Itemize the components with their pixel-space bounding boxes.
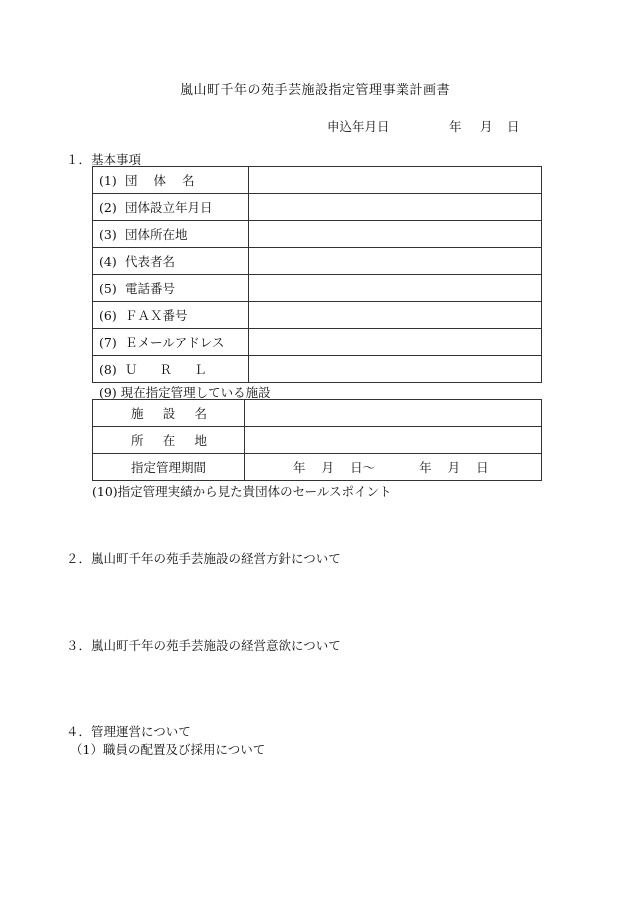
facility-name-field[interactable] bbox=[245, 400, 542, 427]
period-year-2: 年 bbox=[419, 460, 432, 475]
section-2-heading: ２．嵐山町千年の苑手芸施設の経営方針について bbox=[66, 551, 341, 566]
field-label: (8) Ｕ Ｒ Ｌ bbox=[93, 356, 249, 383]
field-label: (1) 団 体 名 bbox=[93, 167, 249, 194]
table-row bbox=[93, 454, 542, 481]
field-label: (4) 代表者名 bbox=[93, 248, 249, 275]
section-4-heading: ４．管理運営について bbox=[66, 724, 191, 739]
table-row bbox=[93, 400, 542, 427]
table-row bbox=[93, 167, 542, 194]
management-period-field[interactable] bbox=[245, 454, 542, 481]
document-title: 嵐山町千年の苑手芸施設指定管理事業計画書 bbox=[179, 83, 450, 98]
period-year-1: 年 bbox=[293, 460, 306, 475]
date-day: 日 bbox=[507, 119, 520, 134]
table-row bbox=[93, 356, 542, 383]
application-date bbox=[327, 117, 520, 135]
organization-address-field[interactable] bbox=[249, 221, 542, 248]
table-row bbox=[93, 194, 542, 221]
section-3-heading: ３．嵐山町千年の苑手芸施設の経営意欲について bbox=[66, 638, 341, 653]
table-row bbox=[93, 302, 542, 329]
table-row bbox=[93, 221, 542, 248]
period-day-1: 日～ bbox=[350, 460, 376, 475]
item-9-label: (9) 現在指定管理している施設 bbox=[99, 385, 271, 400]
period-day-2: 日 bbox=[476, 460, 489, 475]
basic-info-table bbox=[92, 166, 542, 383]
table-row bbox=[93, 427, 542, 454]
period-month-2: 月 bbox=[447, 460, 461, 475]
section-1-heading: １．基本事項 bbox=[66, 152, 142, 167]
phone-number-field[interactable] bbox=[249, 275, 542, 302]
table-row bbox=[93, 329, 542, 356]
organization-name-field[interactable] bbox=[249, 167, 542, 194]
table-row bbox=[93, 275, 542, 302]
field-label: (2) 団体設立年月日 bbox=[93, 194, 249, 221]
section-4-item-1: （1）職員の配置及び採用について bbox=[70, 742, 266, 757]
date-month: 月 bbox=[480, 119, 493, 134]
field-label: 施 設 名 bbox=[93, 400, 245, 427]
field-label: 所 在 地 bbox=[93, 427, 245, 454]
facility-table bbox=[92, 399, 542, 481]
representative-name-field[interactable] bbox=[249, 248, 542, 275]
establishment-date-field[interactable] bbox=[249, 194, 542, 221]
table-row bbox=[93, 248, 542, 275]
facility-address-field[interactable] bbox=[245, 427, 542, 454]
date-year: 年 bbox=[449, 119, 462, 134]
field-label: 指定管理期間 bbox=[93, 454, 245, 481]
application-date-label: 申込年月日 bbox=[327, 119, 390, 134]
url-field[interactable] bbox=[249, 356, 542, 383]
item-10-label: (10)指定管理実績から見た貴団体のセールスポイント bbox=[92, 484, 392, 499]
fax-number-field[interactable] bbox=[249, 302, 542, 329]
field-label: (5) 電話番号 bbox=[93, 275, 249, 302]
email-field[interactable] bbox=[249, 329, 542, 356]
field-label: (6) ＦＡＸ番号 bbox=[93, 302, 249, 329]
period-month-1: 月 bbox=[321, 460, 335, 475]
field-label: (3) 団体所在地 bbox=[93, 221, 249, 248]
field-label: (7) Ｅメールアドレス bbox=[93, 329, 249, 356]
